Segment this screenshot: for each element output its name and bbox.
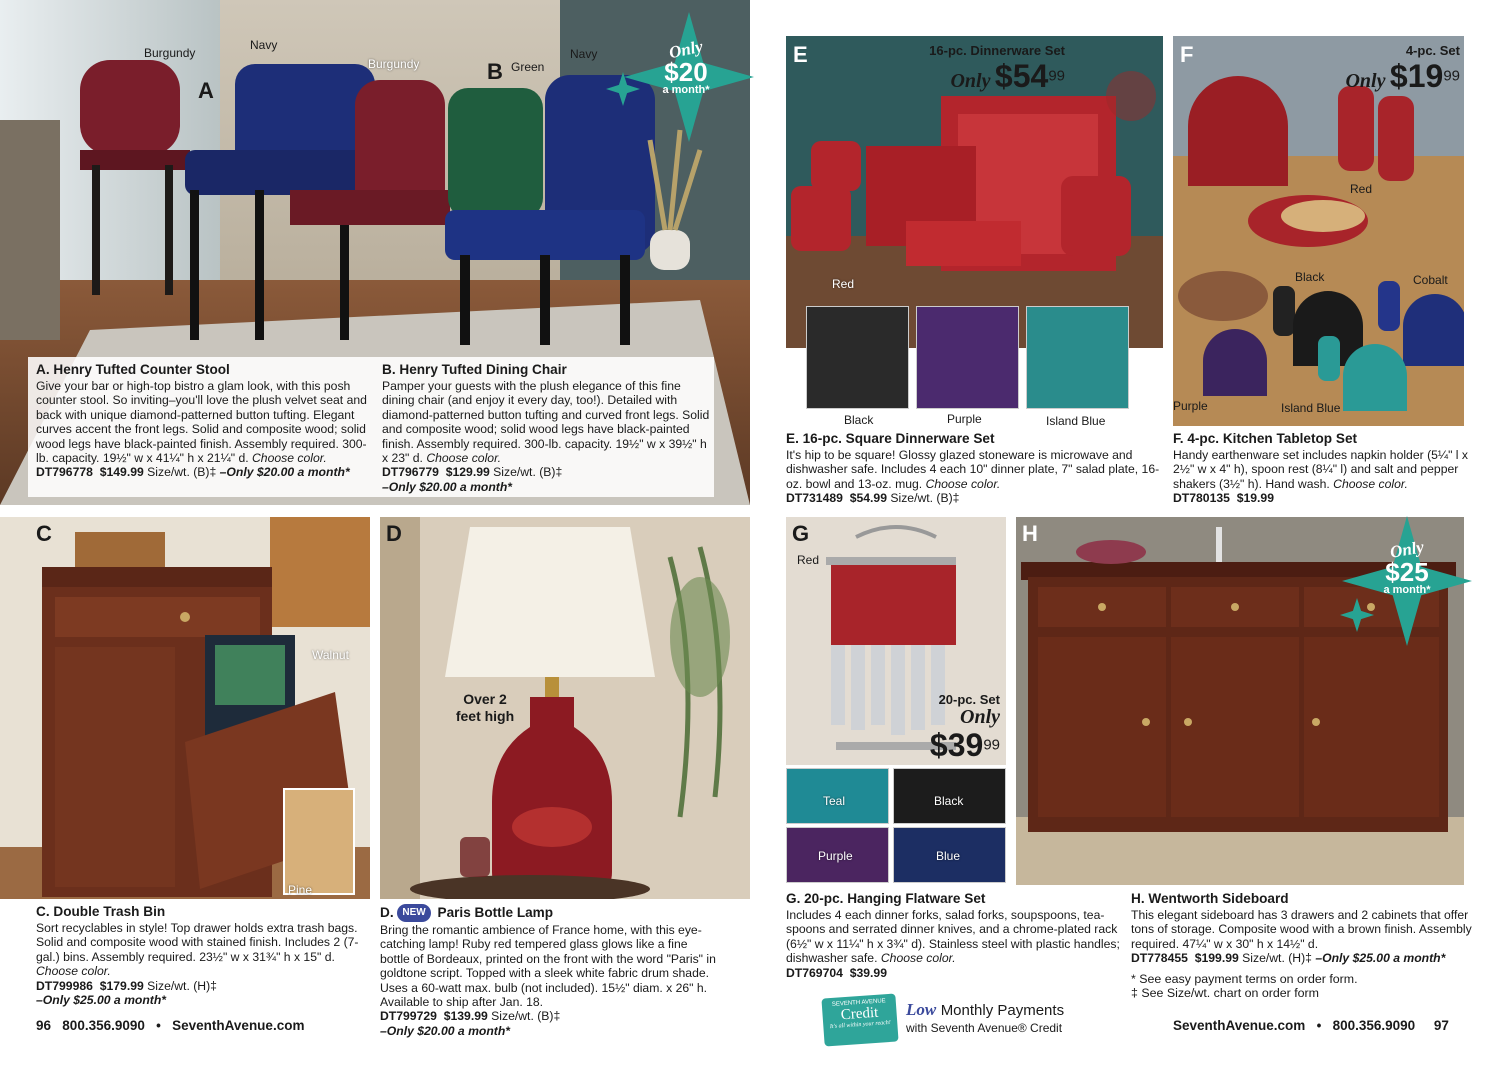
item-d-prefix: D. (380, 905, 394, 920)
item-d-title: Paris Bottle Lamp (437, 905, 554, 920)
label-burgundy-chair: Burgundy (368, 57, 420, 71)
item-e-copy (786, 431, 1164, 506)
credit-monthly: Monthly Payments (940, 1002, 1065, 1019)
label-purple-dinnerware: Purple (947, 412, 982, 426)
promo-h-term: a month* (1383, 584, 1431, 596)
item-g-price: $39.99 (849, 965, 887, 980)
note-payment-terms: * See easy payment terms on order form. (1131, 972, 1358, 986)
label-walnut: Walnut (312, 648, 349, 662)
credit-with: with Seventh Avenue® Credit (906, 1021, 1063, 1035)
item-a-price: $149.99 (99, 465, 144, 480)
item-e-price: $54.99 (849, 491, 887, 506)
item-e-choose: Choose color. (925, 476, 1001, 491)
flatware-only: Only (960, 706, 1000, 728)
item-h-title: H. Wentworth Sideboard (1131, 891, 1289, 906)
item-c-choose: Choose color. (36, 964, 111, 979)
dinnerware-price-main: $54 (994, 58, 1049, 94)
credit-card-word: Credit (840, 1004, 879, 1024)
item-e-body: It's hip to be square! Glossy glazed stoneware is microwave and dishwasher safe. Includes 4 each 10" dinner plate, 7" salad plate, 16-oz. bowl and 13-oz. mug. (786, 448, 1160, 491)
tabletop-only: Only (1345, 70, 1386, 92)
label-purple-flatware: Purple (818, 849, 853, 863)
dinnerware-price-block (905, 43, 1065, 95)
item-letter-h: H (1022, 521, 1038, 546)
tabletop-set-label: 4-pc. Set (1405, 43, 1460, 58)
phone-left: 800.356.9090 (62, 1018, 145, 1033)
item-h-price: $199.99 (1194, 951, 1239, 966)
item-c-body: Sort recyclables in style! Top drawer holds extra trash bags. Solid and composite wood with stained finish. Includes 2 (7-gal.) bins. Assembly required. 23½" w x 31¾" h x 15" d. (36, 921, 359, 964)
item-g-copy (786, 891, 1126, 980)
page-number-right: 97 (1433, 1018, 1449, 1033)
item-h-payment: –Only $25.00 a month* (1315, 951, 1446, 966)
item-f-sku: DT780135 (1173, 491, 1230, 506)
label-black-tabletop: Black (1295, 270, 1325, 284)
item-e-sku: DT731489 (786, 491, 843, 506)
label-pine: Pine (288, 883, 313, 897)
item-d-sku: DT799729 (380, 1009, 437, 1024)
item-c-sku: DT799986 (36, 978, 93, 993)
item-f-title: F. 4-pc. Kitchen Tabletop Set (1173, 431, 1358, 446)
label-black-flatware: Black (934, 794, 964, 808)
item-letter-f: F (1180, 42, 1194, 67)
item-e-title: E. 16-pc. Square Dinnerware Set (786, 431, 995, 446)
item-b-copy (382, 362, 712, 494)
promo-term: a month* (662, 84, 710, 96)
trash-bin-illustration (0, 517, 370, 899)
footer-bullet-right: • (1316, 1018, 1322, 1033)
lamp-photo (380, 517, 750, 899)
label-purple-tabletop: Purple (1173, 399, 1208, 413)
item-letter-d: D (386, 521, 402, 546)
item-a-choose: Choose color. (252, 451, 327, 466)
promo-only: Only (667, 36, 705, 63)
label-cobalt-tabletop: Cobalt (1413, 273, 1448, 287)
item-letter-a: A (198, 78, 214, 103)
page-number-left: 96 (36, 1018, 52, 1033)
item-d-size: Size/wt. (B)‡ (491, 1009, 561, 1024)
item-letter-c: C (36, 521, 52, 546)
label-red-tabletop: Red (1350, 182, 1373, 196)
item-g-body: Includes 4 each dinner forks, salad forks, soupspoons, tea-spoons and serrated dinner knives, and a chrome-plated rack (6½" w x 11¼" h x 3¾" d). Stainless steel with plastic handles; dishwasher safe. (786, 908, 1120, 966)
dinnerware-set-label: 16-pc. Dinnerware Set (929, 43, 1065, 58)
new-badge: NEW (397, 904, 430, 922)
item-a-body: Give your bar or high-top bistro a glam look, with this posh counter stool. So inviting–you'll love the plush velvet seat and back with unique diamond-patterned button tufting. Elegant curves accent the front legs. Solid and composite wood; solid wood legs have black-painted finish. Assembly required. 300-lb. capacity. 19½" w x 41¼" h x 21¼" d. (36, 379, 367, 466)
item-d-payment: –Only $20.00 a month* (380, 1023, 511, 1038)
label-navy-chair: Navy (570, 47, 598, 61)
site-link-right[interactable]: SeventhAvenue.com (1173, 1018, 1306, 1033)
item-d-copy (380, 904, 720, 1038)
item-g-sku: DT769704 (786, 965, 843, 980)
lamp-illustration (380, 517, 750, 899)
item-g-choose: Choose color. (880, 951, 956, 966)
item-b-payment: –Only $20.00 a month* (382, 479, 513, 494)
item-b-price: $129.99 (445, 465, 490, 480)
promo-h-only: Only (1388, 537, 1426, 562)
item-f-choose: Choose color. (1333, 476, 1408, 491)
footer-right (1173, 1018, 1449, 1033)
item-a-sku: DT796778 (36, 465, 93, 480)
item-f-copy (1173, 431, 1473, 506)
item-c-price: $179.99 (99, 978, 144, 993)
credit-low: Low (906, 1000, 937, 1019)
flatware-price-cents: 99 (983, 736, 1000, 754)
item-h-body: This elegant sideboard has 3 drawers and 2 cabinets that offer tons of storage. Composite wood with a brown finish. Assembly required. 47¼" w x 30" h x 14½" d. (1131, 908, 1472, 951)
item-c-size: Size/wt. (H)‡ (147, 978, 217, 993)
label-teal-flatware: Teal (823, 794, 846, 808)
swatch-purple-dinnerware (916, 306, 1019, 409)
tabletop-price-main: $19 (1389, 58, 1444, 94)
swatch-black-dinnerware (806, 306, 909, 409)
trash-bin-photo (0, 517, 370, 899)
promo-price: $20 (664, 57, 708, 87)
label-red-flatware: Red (797, 553, 820, 567)
item-letter-b: B (487, 59, 503, 84)
order-form-notes (1131, 972, 1476, 1001)
flatware-set-label: 20-pc. Set (938, 692, 1000, 707)
credit-card-logo (821, 993, 898, 1046)
item-a-size: Size/wt. (B)‡ (147, 465, 217, 480)
item-h-size: Size/wt. (H)‡ (1242, 951, 1312, 966)
label-island-blue-dinnerware: Island Blue (1046, 414, 1106, 428)
item-b-body: Pamper your guests with the plush elegance of this fine dining chair (and enjoy it every day, too!). Detailed with diamond-patterned button tufting and curved front legs. Solid and composite wood; solid wood legs have black-painted finish. Assembly required. 300-lb. capacity. 19½" w x 39½" h x 23" d. (382, 379, 710, 466)
item-h-copy (1131, 891, 1476, 966)
label-navy-stool: Navy (250, 38, 278, 52)
item-a-title: A. Henry Tufted Counter Stool (36, 362, 230, 377)
footer-bullet-left: • (156, 1018, 161, 1033)
item-c-copy (36, 904, 366, 1007)
item-b-choose: Choose color. (426, 451, 502, 466)
flatware-price-main: $39 (929, 727, 984, 763)
site-link-left[interactable]: SeventhAvenue.com (172, 1018, 305, 1033)
item-letter-g: G (792, 521, 810, 546)
item-h-sku: DT778455 (1131, 951, 1188, 966)
item-g-title: G. 20-pc. Hanging Flatware Set (786, 891, 986, 906)
footer-left (36, 1018, 304, 1033)
tabletop-price-cents: 99 (1443, 67, 1460, 85)
item-f-price: $19.99 (1236, 491, 1274, 506)
label-blue-flatware: Blue (936, 849, 961, 863)
promo-h-price: $25 (1385, 557, 1429, 587)
label-island-blue-tabletop: Island Blue (1281, 401, 1341, 415)
item-d-body: Bring the romantic ambience of France home, with this eye-catching lamp! Ruby red tempered glass glows like a fine bottle of Bordeaux, printed on the front with the word "Paris" in goldtone script. Topped with a sleek white fabric drum shade. Uses a 60-watt max. bulb (not included). 15½" diam. x 26" h. Available to ship after Jan. 18. (380, 923, 716, 1010)
dinnerware-price-cents: 99 (1048, 67, 1065, 85)
flatware-price-block (910, 692, 1000, 764)
height-callout (454, 691, 516, 725)
item-b-title: B. Henry Tufted Dining Chair (382, 362, 567, 377)
tabletop-price-block (1330, 43, 1460, 95)
label-black-dinnerware: Black (844, 413, 874, 427)
height-callout-line1: Over 2 (463, 691, 507, 707)
swatch-island-blue-dinnerware (1026, 306, 1129, 409)
item-b-sku: DT796779 (382, 465, 439, 480)
credit-card-brand: SEVENTH AVENUE (831, 998, 886, 1008)
dinnerware-only: Only (950, 70, 991, 92)
item-d-title-line (380, 904, 720, 922)
label-green-chair: Green (511, 60, 545, 74)
item-f-body: Handy earthenware set includes napkin holder (5¼" l x 2½" w x 4" h), spoon rest (8¼" l) and salt and pepper shakers (3½" h). Hand wash. (1173, 448, 1468, 491)
label-burgundy-stool: Burgundy (144, 46, 196, 60)
phone-right: 800.356.9090 (1332, 1018, 1416, 1033)
item-c-title: C. Double Trash Bin (36, 904, 166, 919)
label-red-dinnerware: Red (832, 277, 855, 291)
note-size-chart: ‡ See Size/wt. chart on order form (1131, 986, 1320, 1001)
item-a-copy (36, 362, 376, 480)
item-a-payment: –Only $20.00 a month* (219, 465, 350, 480)
item-e-size: Size/wt. (B)‡ (890, 491, 960, 506)
item-c-payment: –Only $25.00 a month* (36, 993, 167, 1008)
item-b-size: Size/wt. (B)‡ (493, 465, 563, 480)
height-callout-line2: feet high (455, 708, 515, 724)
credit-monthly-payments (906, 1000, 1064, 1035)
credit-card-tagline: It's all within your reach! (829, 1019, 892, 1031)
item-d-price: $139.99 (443, 1009, 488, 1024)
item-letter-e: E (793, 42, 808, 67)
